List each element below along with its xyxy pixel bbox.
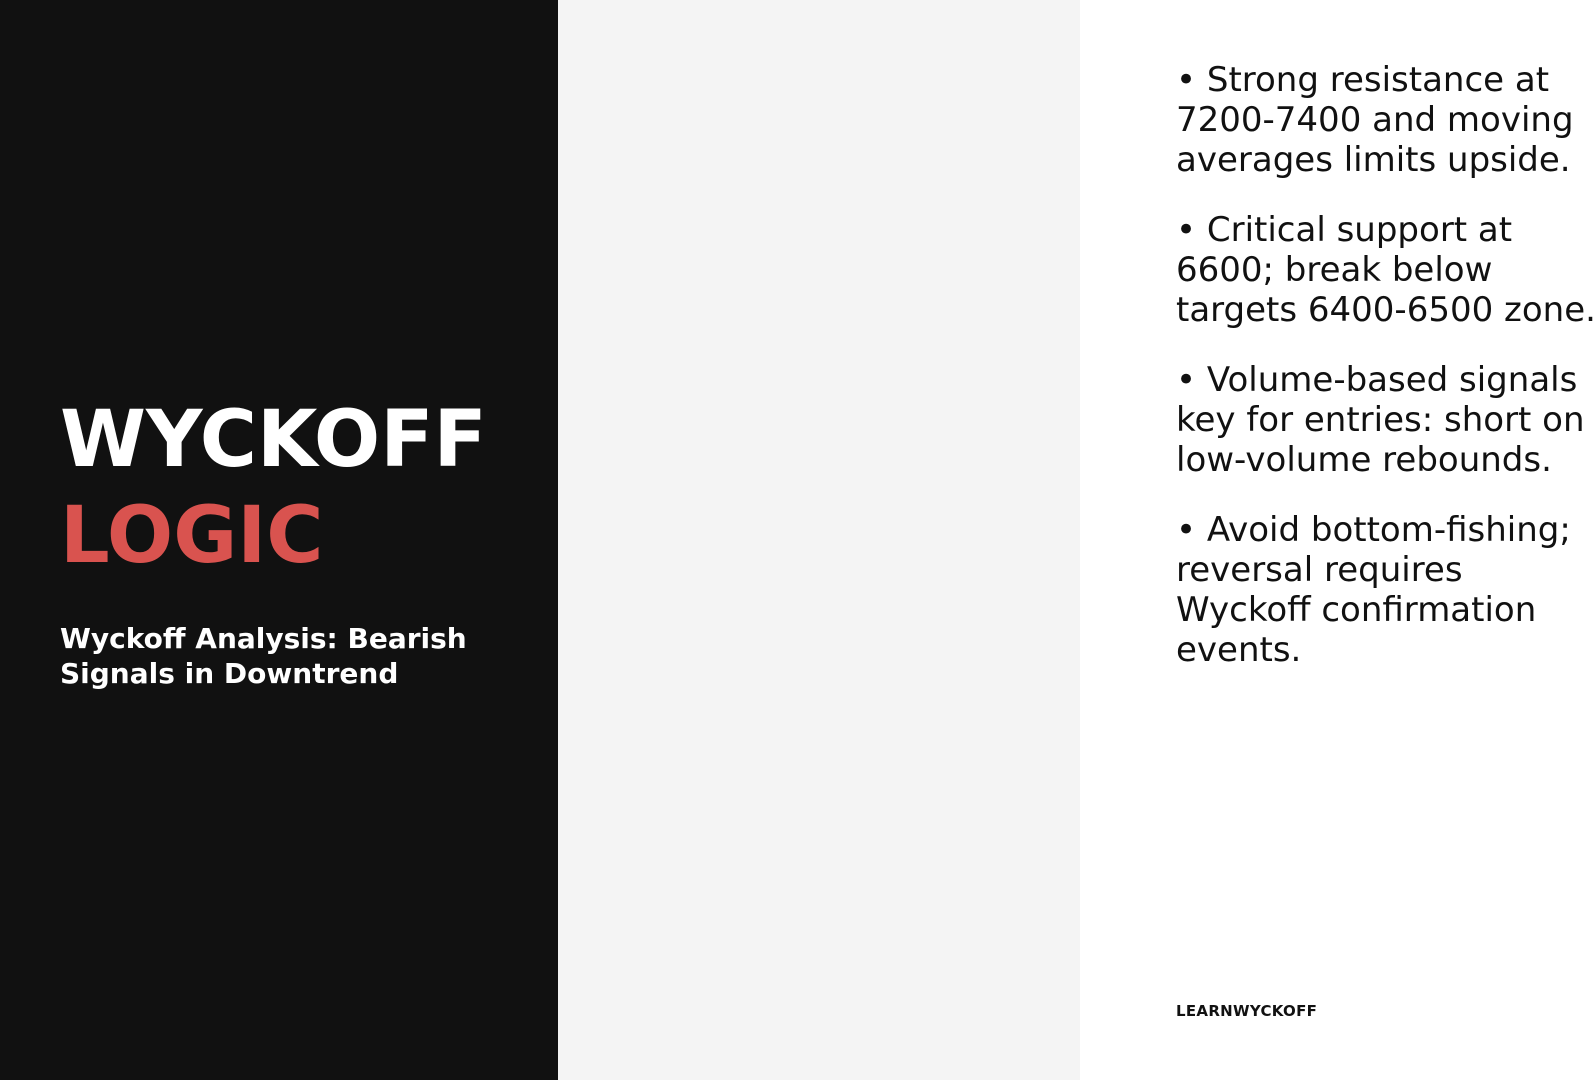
title-block [60,392,540,584]
brand-label: LEARNWYCKOFF [1176,1002,1318,1020]
subtitle: Wyckoff Analysis: Bearish Signals in Downtrend [60,622,467,690]
title-line-logic: LOGIC [60,491,324,581]
left-panel [0,0,558,1080]
bullet-resistance: • Strong resistance at 7200-7400 and moving averages limits upside. [1176,60,1574,180]
right-panel [558,0,1596,1080]
title-line-wyckoff: WYCKOFF [60,395,487,485]
bullet-support: • Critical support at 6600; break below targets 6400-6500 zone. [1176,210,1596,330]
bullet-avoid-bottom-fishing: • Avoid bottom-fishing; reversal requires Wyckoff confirmation events. [1176,510,1571,670]
bullet-list [1176,60,1596,700]
bullet-volume-signals: • Volume-based signals key for entries: short on low-volume rebounds. [1176,360,1585,480]
